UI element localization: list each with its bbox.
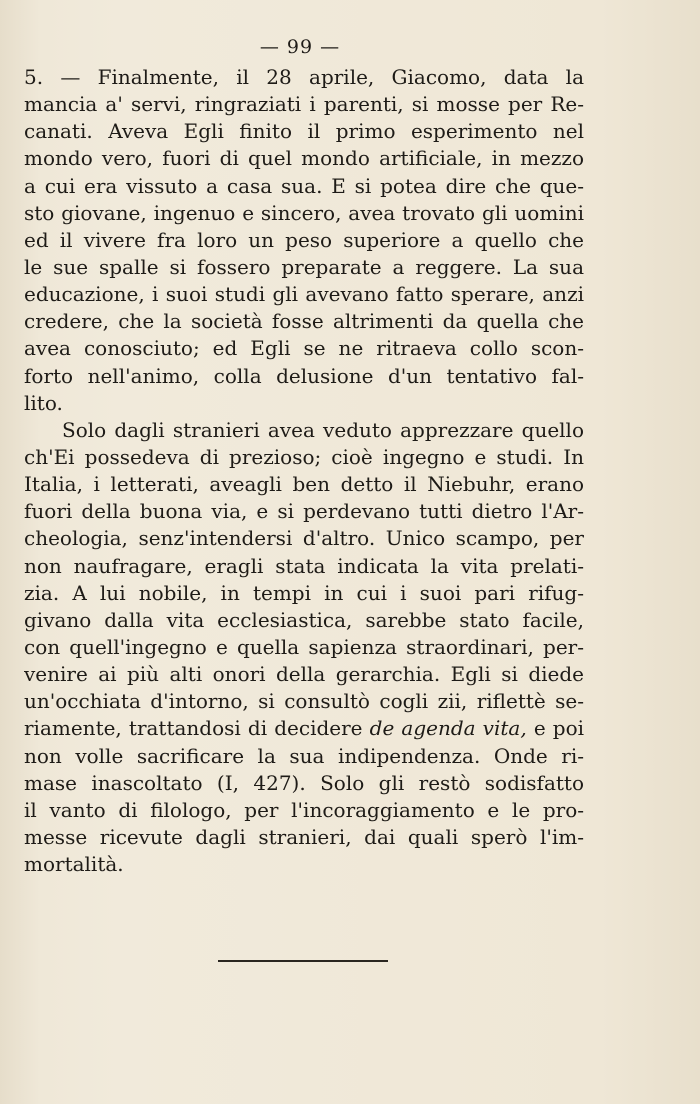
text-line: venire ai più alti onori della gerarchia. Egli si diede <box>24 662 584 687</box>
text-line: con quell'ingegno e quella sapienza straordinari, per- <box>24 634 584 659</box>
text-line: givano dalla vita ecclesiastica, sarebbe stato facile, <box>24 607 584 632</box>
text-line: 5. — Finalmente, il 28 aprile, Giacomo, data la <box>24 65 584 89</box>
text-line: mase inascoltato (I, 427). Solo gli restò sodisfatto <box>24 770 584 795</box>
text-segment: e poi <box>533 716 584 741</box>
text-line: zia. A lui nobile, in tempi in cui i suoi pari rifug- <box>24 580 584 605</box>
text-line: a cui era vissuto a casa sua. E si potea dire che que- <box>24 173 584 198</box>
text-line: un'occhiata d'intorno, si consultò cogli zii, riflettè se- <box>24 689 584 714</box>
text-line: mancia a' servi, ringraziati i parenti, si mosse per Re- <box>24 92 584 117</box>
text-line: le sue spalle si fossero preparate a reggere. La sua <box>24 254 584 279</box>
text-line: ch'Ei possedeva di prezioso; cioè ingegno e studi. In <box>24 444 584 469</box>
text-line: Italia, i letterati, aveagli ben detto il Niebuhr, erano <box>24 472 584 497</box>
italic-latin-phrase: de agenda vita, <box>369 716 527 741</box>
text-line: sto giovane, ingenuo e sincero, avea trovato gli uomini <box>24 200 584 225</box>
text-line: forto nell'animo, colla delusione d'un tentativo fal- <box>24 363 584 388</box>
text-line: cheologia, senz'intendersi d'altro. Unico scampo, per <box>24 526 584 551</box>
text-line: lito. <box>24 390 63 415</box>
text-line: il vanto di filologo, per l'incoraggiamento e le pro- <box>24 797 584 822</box>
chapter-separator-rule <box>218 960 388 962</box>
text-line: canati. Aveva Egli finito il primo esperimento nel <box>24 119 584 144</box>
text-segment: riamente, trattandosi di decidere <box>24 716 363 741</box>
page-number: — 99 — <box>259 36 341 58</box>
text-line: non naufragare, eragli stata indicata la vita prelati- <box>24 553 584 578</box>
text-line: messe ricevute dagli stranieri, dai quali sperò l'im- <box>24 824 584 849</box>
text-line: credere, che la società fosse altrimenti da quella che <box>24 309 584 334</box>
text-line: mortalità. <box>24 852 124 877</box>
text-line: educazione, i suoi studi gli avevano fatto sperare, anzi <box>24 282 584 307</box>
text-line: avea conosciuto; ed Egli se ne ritraeva collo scon- <box>24 336 584 361</box>
body-text <box>24 64 584 878</box>
text-line-with-italic <box>24 715 584 742</box>
text-line: fuori della buona via, e si perdevano tutti dietro l'Ar- <box>24 499 584 524</box>
text-line: non volle sacrificare la sua indipendenza. Onde ri- <box>24 743 584 768</box>
text-line: Solo dagli stranieri avea veduto apprezzare quello <box>62 417 584 442</box>
text-line: mondo vero, fuori di quel mondo artificiale, in mezzo <box>24 146 584 171</box>
text-line: ed il vivere fra loro un peso superiore a quello che <box>24 227 584 252</box>
